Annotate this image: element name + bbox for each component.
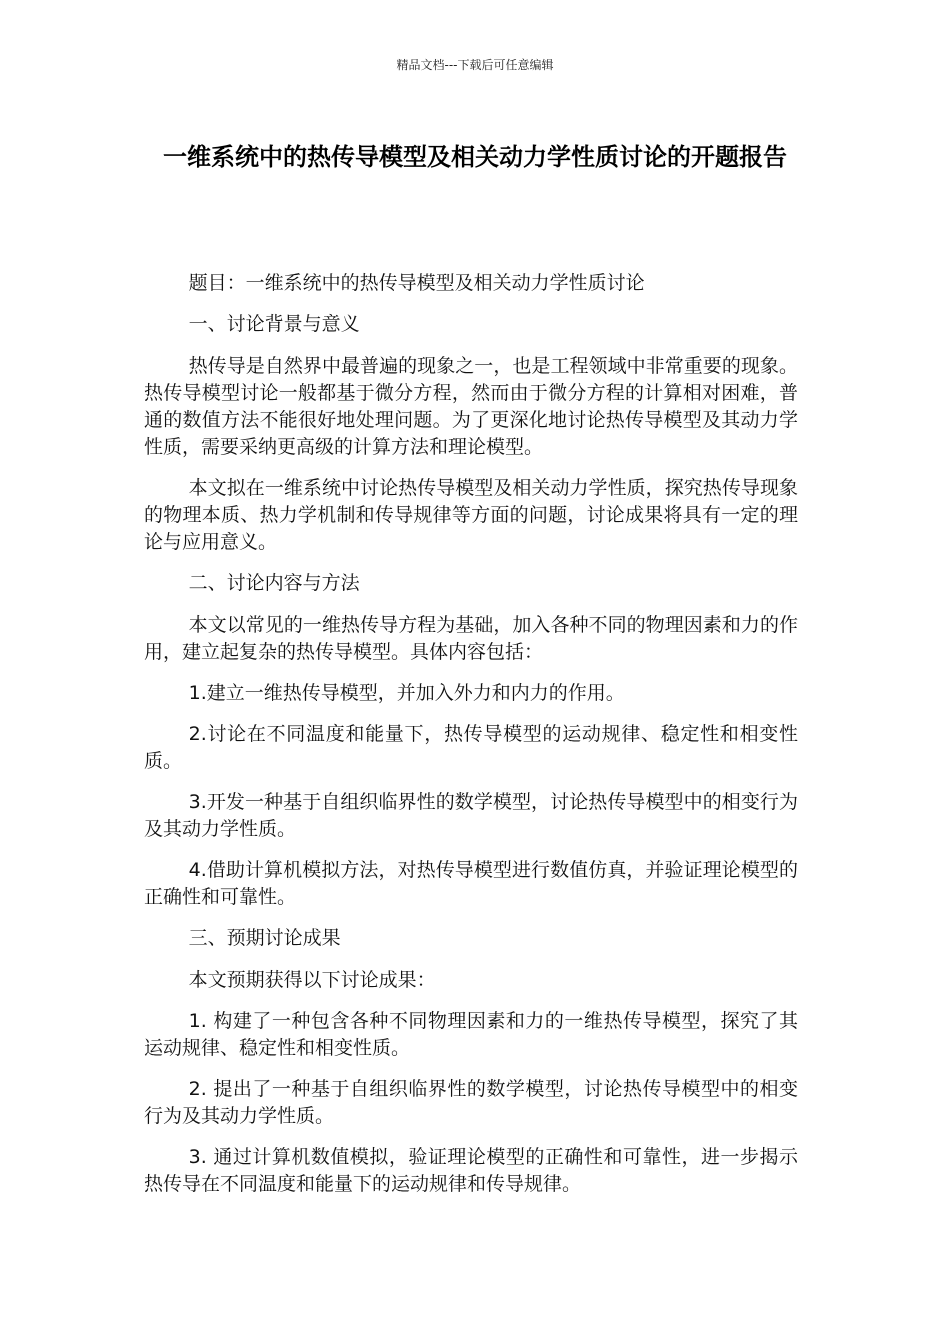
list-item-results-2: 2. 提出了一种基于自组织临界性的数学模型，讨论热传导模型中的相变行为及其动力学性质。: [144, 1078, 798, 1127]
list-item-results-1: 1. 构建了一种包含各种不同物理因素和力的一维热传导模型，探究了其运动规律、稳定性和相变性质。: [144, 1010, 798, 1059]
document-title: 一维系统中的热传导模型及相关动力学性质讨论的开题报告: [163, 143, 787, 171]
document-body: [144, 270, 798, 1212]
list-item-results-3: 3. 通过计算机数值模拟，验证理论模型的正确性和可靠性，进一步揭示热传导在不同温度和能量下的运动规律和传导规律。: [144, 1146, 798, 1195]
paragraph-results-intro: 本文预期获得以下讨论成果：: [188, 969, 436, 991]
section-heading-content: 二、讨论内容与方法: [188, 572, 360, 594]
section-heading-results: 三、预期讨论成果: [188, 927, 341, 949]
section-heading-background: 一、讨论背景与意义: [188, 313, 360, 335]
paragraph-background-2: 本文拟在一维系统中讨论热传导模型及相关动力学性质，探究热传导现象的物理本质、热力学机制和传导规律等方面的问题，讨论成果将具有一定的理论与应用意义。: [144, 477, 798, 553]
list-item-content-4: 4.借助计算机模拟方法，对热传导模型进行数值仿真，并验证理论模型的正确性和可靠性。: [144, 859, 798, 908]
paragraph-background-1: 热传导是自然界中最普遍的现象之一，也是工程领域中非常重要的现象。热传导模型讨论一般都基于微分方程，然而由于微分方程的计算相对困难，普通的数值方法不能很好地处理问题。为了更深化地讨论热传导模型及其动力学性质，需要采纳更高级的计算方法和理论模型。: [144, 355, 798, 458]
page-header: 精品文档---下载后可任意编辑: [396, 58, 554, 72]
paragraph-content-intro: 本文以常见的一维热传导方程为基础，加入各种不同的物理因素和力的作用，建立起复杂的热传导模型。具体内容包括：: [144, 614, 798, 663]
list-item-content-3: 3.开发一种基于自组织临界性的数学模型，讨论热传导模型中的相变行为及其动力学性质。: [144, 791, 798, 840]
list-item-content-1: 1.建立一维热传导模型，并加入外力和内力的作用。: [188, 682, 625, 704]
list-item-content-2: 2.讨论在不同温度和能量下，热传导模型的运动规律、稳定性和相变性质。: [144, 723, 798, 772]
topic-line: 题目：一维系统中的热传导模型及相关动力学性质讨论: [188, 272, 645, 294]
